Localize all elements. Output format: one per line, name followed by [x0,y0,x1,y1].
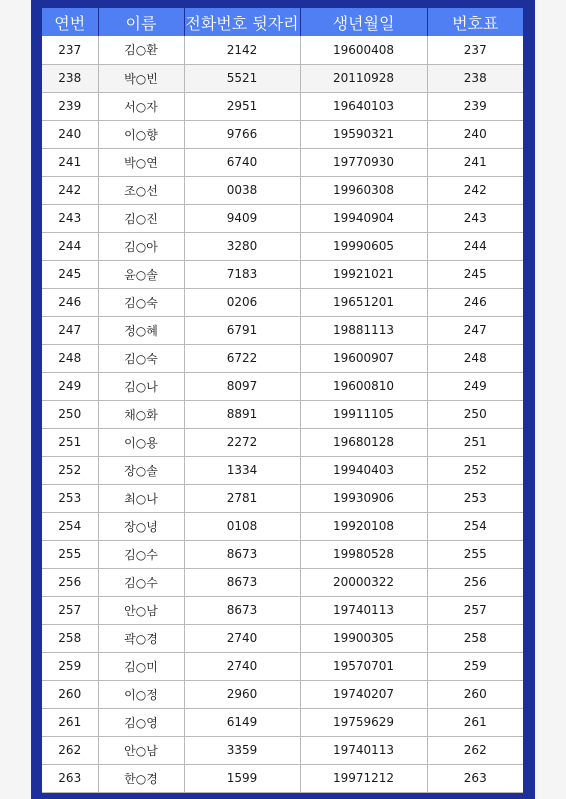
cell-name: 채○화 [98,400,184,428]
cell-name: 장○솔 [98,456,184,484]
cell-phone-last-digits: 3359 [184,736,300,764]
cell-phone-last-digits: 9409 [184,204,300,232]
cell-serial: 246 [42,288,98,316]
header-row [42,8,523,36]
cell-serial: 258 [42,624,98,652]
cell-birthdate: 19990605 [300,232,427,260]
cell-name: 김○수 [98,568,184,596]
cell-name: 이○정 [98,680,184,708]
table-row [42,708,523,736]
cell-phone-last-digits: 2740 [184,624,300,652]
cell-name: 김○영 [98,708,184,736]
table-row [42,652,523,680]
cell-birthdate: 19770930 [300,148,427,176]
cell-birthdate: 19740113 [300,736,427,764]
cell-serial: 260 [42,680,98,708]
cell-name: 김○숙 [98,344,184,372]
cell-phone-last-digits: 6740 [184,148,300,176]
table-row [42,288,523,316]
cell-ticket-number: 247 [427,316,523,344]
cell-serial: 259 [42,652,98,680]
cell-phone-last-digits: 0206 [184,288,300,316]
cell-birthdate: 19600408 [300,36,427,64]
cell-serial: 257 [42,596,98,624]
cell-birthdate: 19930906 [300,484,427,512]
cell-ticket-number: 248 [427,344,523,372]
table-row [42,92,523,120]
cell-serial: 251 [42,428,98,456]
table-row [42,232,523,260]
cell-ticket-number: 237 [427,36,523,64]
cell-phone-last-digits: 1599 [184,764,300,792]
cell-birthdate: 20110928 [300,64,427,92]
cell-name: 정○혜 [98,316,184,344]
table-row [42,764,523,792]
cell-ticket-number: 259 [427,652,523,680]
cell-phone-last-digits: 6149 [184,708,300,736]
cell-serial: 249 [42,372,98,400]
cell-ticket-number: 239 [427,92,523,120]
table-row [42,680,523,708]
cell-serial: 253 [42,484,98,512]
cell-serial: 242 [42,176,98,204]
cell-name: 김○수 [98,540,184,568]
cell-birthdate: 19590321 [300,120,427,148]
cell-phone-last-digits: 2142 [184,36,300,64]
cell-serial: 243 [42,204,98,232]
table-row [42,540,523,568]
table-row [42,512,523,540]
cell-name: 윤○솔 [98,260,184,288]
cell-serial: 252 [42,456,98,484]
cell-serial: 241 [42,148,98,176]
cell-phone-last-digits: 0108 [184,512,300,540]
cell-name: 서○자 [98,92,184,120]
cell-serial: 256 [42,568,98,596]
cell-ticket-number: 257 [427,596,523,624]
cell-serial: 261 [42,708,98,736]
cell-birthdate: 19971212 [300,764,427,792]
cell-name: 김○진 [98,204,184,232]
cell-name: 곽○경 [98,624,184,652]
cell-birthdate: 19911105 [300,400,427,428]
table-row [42,736,523,764]
table-row [42,148,523,176]
table-row [42,316,523,344]
cell-name: 김○아 [98,232,184,260]
cell-ticket-number: 245 [427,260,523,288]
cell-name: 안○남 [98,736,184,764]
cell-birthdate: 19900305 [300,624,427,652]
cell-birthdate: 19640103 [300,92,427,120]
cell-phone-last-digits: 2781 [184,484,300,512]
cell-ticket-number: 253 [427,484,523,512]
table-row [42,204,523,232]
cell-birthdate: 19740207 [300,680,427,708]
table-row [42,484,523,512]
table-frame [31,0,535,799]
cell-ticket-number: 246 [427,288,523,316]
cell-ticket-number: 240 [427,120,523,148]
cell-birthdate: 19680128 [300,428,427,456]
table-header [42,8,523,36]
table-row [42,176,523,204]
cell-serial: 237 [42,36,98,64]
cell-phone-last-digits: 0038 [184,176,300,204]
cell-phone-last-digits: 7183 [184,260,300,288]
cell-ticket-number: 242 [427,176,523,204]
cell-ticket-number: 244 [427,232,523,260]
cell-ticket-number: 262 [427,736,523,764]
cell-serial: 262 [42,736,98,764]
cell-ticket-number: 241 [427,148,523,176]
table-row [42,372,523,400]
table-body [42,36,523,792]
cell-serial: 247 [42,316,98,344]
cell-ticket-number: 252 [427,456,523,484]
cell-birthdate: 19940904 [300,204,427,232]
cell-ticket-number: 256 [427,568,523,596]
cell-name: 김○미 [98,652,184,680]
cell-ticket-number: 258 [427,624,523,652]
header-phone-last-digits: 전화번호 뒷자리 [184,8,300,36]
table-row [42,344,523,372]
cell-name: 김○환 [98,36,184,64]
table-row [42,596,523,624]
table-row [42,120,523,148]
cell-ticket-number: 260 [427,680,523,708]
cell-name: 박○빈 [98,64,184,92]
cell-name: 안○남 [98,596,184,624]
header-serial: 연번 [42,8,98,36]
cell-name: 박○연 [98,148,184,176]
cell-birthdate: 19980528 [300,540,427,568]
cell-phone-last-digits: 8891 [184,400,300,428]
cell-ticket-number: 249 [427,372,523,400]
table-row [42,456,523,484]
cell-ticket-number: 243 [427,204,523,232]
cell-ticket-number: 251 [427,428,523,456]
cell-serial: 254 [42,512,98,540]
cell-phone-last-digits: 2740 [184,652,300,680]
cell-serial: 263 [42,764,98,792]
cell-name: 김○숙 [98,288,184,316]
cell-phone-last-digits: 8673 [184,568,300,596]
cell-ticket-number: 255 [427,540,523,568]
cell-name: 조○선 [98,176,184,204]
cell-phone-last-digits: 8673 [184,540,300,568]
header-name: 이름 [98,8,184,36]
cell-ticket-number: 238 [427,64,523,92]
cell-ticket-number: 250 [427,400,523,428]
table-row [42,400,523,428]
cell-birthdate: 19960308 [300,176,427,204]
cell-ticket-number: 254 [427,512,523,540]
table-row [42,568,523,596]
header-birthdate: 생년월일 [300,8,427,36]
cell-phone-last-digits: 9766 [184,120,300,148]
cell-birthdate: 20000322 [300,568,427,596]
cell-birthdate: 19759629 [300,708,427,736]
cell-serial: 248 [42,344,98,372]
cell-phone-last-digits: 6791 [184,316,300,344]
cell-ticket-number: 261 [427,708,523,736]
cell-phone-last-digits: 3280 [184,232,300,260]
cell-name: 최○나 [98,484,184,512]
cell-phone-last-digits: 5521 [184,64,300,92]
table-row [42,428,523,456]
cell-birthdate: 19740113 [300,596,427,624]
cell-serial: 255 [42,540,98,568]
cell-phone-last-digits: 8097 [184,372,300,400]
cell-phone-last-digits: 2951 [184,92,300,120]
cell-name: 이○용 [98,428,184,456]
cell-serial: 238 [42,64,98,92]
cell-phone-last-digits: 2960 [184,680,300,708]
cell-birthdate: 19570701 [300,652,427,680]
table-row [42,64,523,92]
cell-serial: 250 [42,400,98,428]
cell-phone-last-digits: 2272 [184,428,300,456]
cell-name: 김○나 [98,372,184,400]
cell-birthdate: 19920108 [300,512,427,540]
cell-name: 한○경 [98,764,184,792]
cell-ticket-number: 263 [427,764,523,792]
cell-birthdate: 19651201 [300,288,427,316]
cell-serial: 245 [42,260,98,288]
cell-phone-last-digits: 6722 [184,344,300,372]
cell-name: 장○녕 [98,512,184,540]
table-row [42,624,523,652]
cell-serial: 239 [42,92,98,120]
cell-phone-last-digits: 8673 [184,596,300,624]
cell-serial: 244 [42,232,98,260]
cell-birthdate: 19881113 [300,316,427,344]
cell-birthdate: 19600907 [300,344,427,372]
number-ticket-table [42,8,523,793]
cell-birthdate: 19940403 [300,456,427,484]
cell-serial: 240 [42,120,98,148]
table-row [42,260,523,288]
cell-birthdate: 19600810 [300,372,427,400]
cell-name: 이○향 [98,120,184,148]
cell-phone-last-digits: 1334 [184,456,300,484]
cell-birthdate: 19921021 [300,260,427,288]
table-row [42,36,523,64]
header-ticket-number: 번호표 [427,8,523,36]
